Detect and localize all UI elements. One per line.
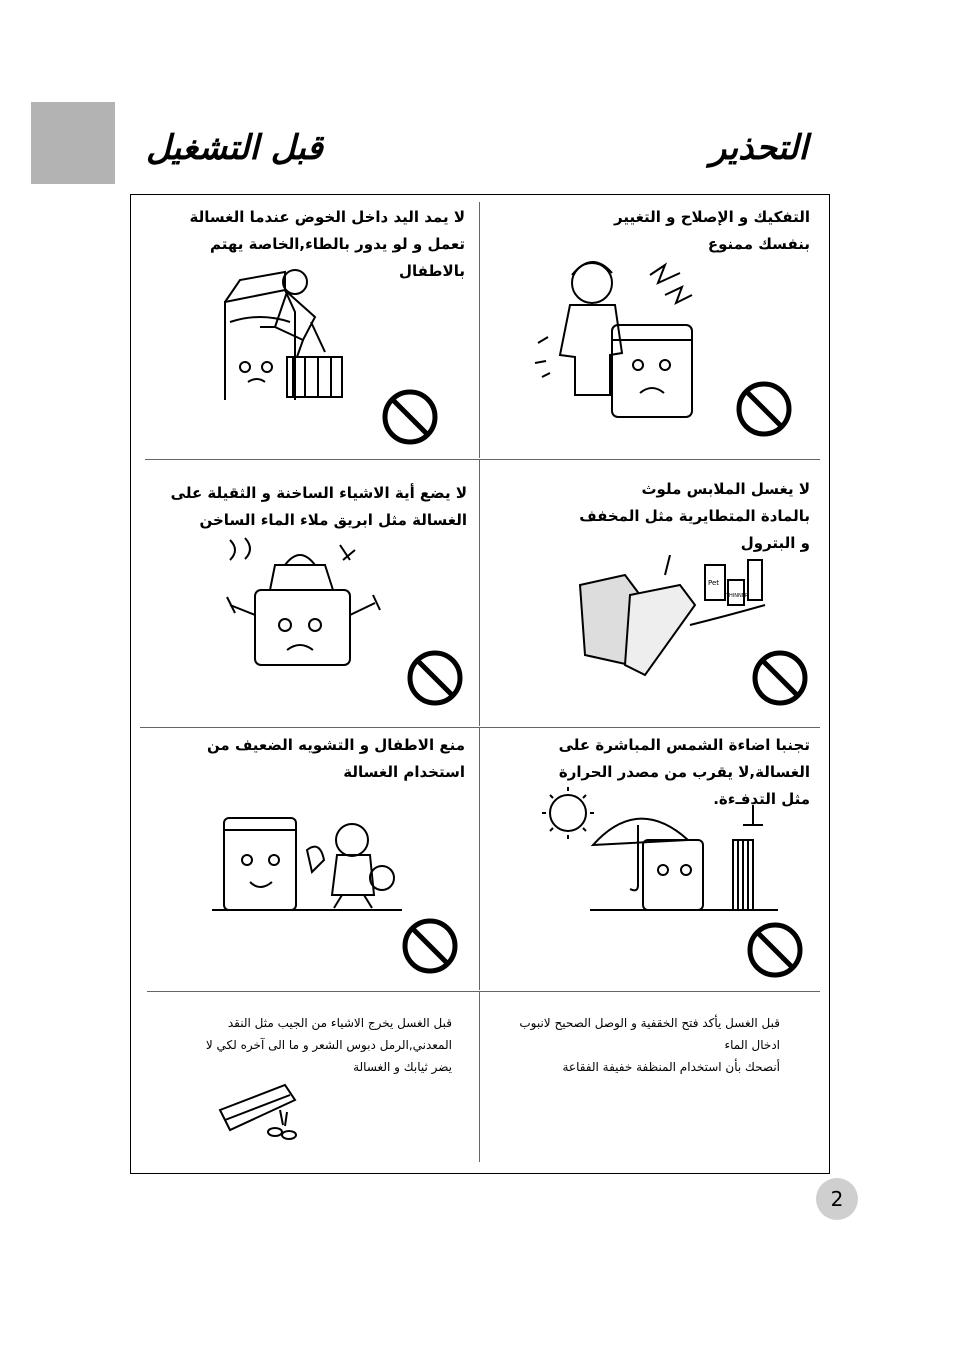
prohibition-icon [752,650,808,706]
page-number: 2 [816,1178,858,1220]
grid-divider [479,728,480,990]
child-washer-stop-illustration [212,810,402,915]
section-tab [31,102,115,184]
warning-text-hands: لا يمد اليد داخل الخوض عندما الغسالة تعمل و لو يدور بالطاء,الخاصة يهتم بالاطفال [189,208,465,280]
grid-divider [147,991,820,992]
grid-divider [479,202,480,458]
page-title-warning: التحذير [709,128,808,168]
pocket-items-illustration [215,1080,305,1145]
grid-divider [140,727,820,728]
warning-text-children: منع الاطفال و التشويه الضعيف من استخدام الغسالة [206,736,465,781]
prohibition-icon [747,922,803,978]
grid-divider [479,460,480,726]
warning-text-hot-objects: لا يضع أية الاشياء الساخنة و الثقيلة على الغسالة مثل ابريق ملاء الماء الساخن [170,484,467,529]
grid-divider [145,459,820,460]
prohibition-icon [736,381,792,437]
hot-kettle-washer-illustration [215,535,385,670]
warning-text-volatile: لا يغسل الملابس ملوث بالمادة المتطايرية مثل المخفف و البترول [579,480,810,552]
warning-text-disassembly: التفكيك و الإصلاح و التغيير بنفسك ممنوع [614,208,810,253]
bottle-label-pet: Pet [708,579,720,587]
warning-text-water-inlet: قبل الغسل يأكد فتح الخقفية و الوصل الصحيح لانبوب ادخال الماء أنصحك بأن استخدام المنظفة خفيفة الفقاعة [519,1016,780,1074]
page-title-before-operation: قبل التشغيل [146,128,323,168]
prohibition-icon [402,918,458,974]
clothes-solvent-illustration [570,555,770,680]
bottle-label-thinner: THINNER [726,593,749,599]
child-washer-illustration [215,262,360,402]
prohibition-icon [382,389,438,445]
man-repair-illustration [530,245,705,420]
warning-text-pockets: قبل الغسل يخرج الاشياء من الجيب مثل النقد المعدني,الرمل دبوس الشعر و ما الى آخره لكي لا يضر ثيابك و الغسالة [205,1016,452,1074]
warning-text-sunlight: تجنبا اضاءة الشمس المباشرة على الغسالة,لا يقرب من مصدر الحرارة مثل التدفـءة. [558,736,810,808]
sun-heater-illustration [528,785,778,915]
prohibition-icon [407,650,463,706]
